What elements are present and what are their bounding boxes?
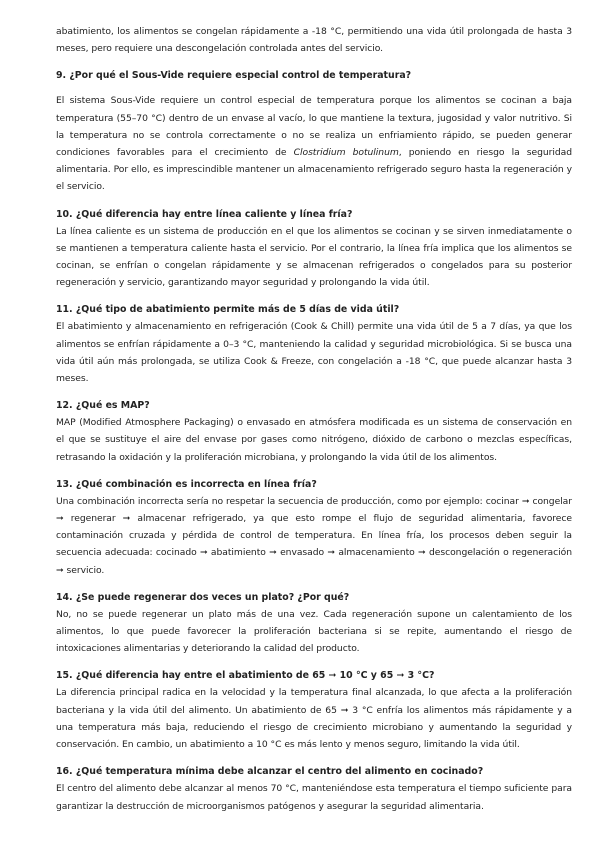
- question-14-title: 14. ¿Se puede regenerar dos veces un plato? ¿Por qué?: [56, 591, 350, 603]
- question-12-body: MAP (Modified Atmosphere Packaging) o envasado en atmósfera modificada es un sistema de conservación en el que se sustituye el aire del envase por gases como nitrógeno, dióxido de carbono o mezclas específicas, retrasando la oxidación y la proliferación microbiana, y prolongando la vida útil de los alimentos.: [56, 417, 572, 463]
- question-9-body-end: , poniendo en riesgo la seguridad alimentaria. Por ello, es imprescindible mantener un almacenamiento refrigerado seguro hasta la regeneración y el servicio.: [56, 147, 572, 193]
- question-11: [56, 301, 572, 387]
- question-16: [56, 763, 572, 814]
- question-15-title: 15. ¿Qué diferencia hay entre el abatimiento de 65 ➞ 10 °C y 65 ➞ 3 °C?: [56, 670, 435, 682]
- question-15-body: La diferencia principal radica en la velocidad y la temperatura final alcanzada, lo que afecta a la proliferación bacteriana y la vida útil del alimento. Un abatimiento de 65 ➞ 3 °C enfría los alimentos más rápidamente y a una temperatura más baja, reduciendo el riesgo de crecimiento microbiano y aumentando la seguridad y conservación. En cambio, un abatimiento a 10 °C es más lento y menos seguro, limitando la vida útil.: [56, 687, 572, 751]
- question-14: [56, 589, 572, 658]
- question-9-title: 9. ¿Por qué el Sous-Vide requiere especial control de temperatura?: [56, 70, 412, 82]
- question-13: [56, 476, 572, 579]
- question-9-body: [56, 92, 572, 195]
- question-9: [56, 67, 572, 195]
- question-13-title: 13. ¿Qué combinación es incorrecta en línea fría?: [56, 478, 317, 490]
- question-10: [56, 206, 572, 292]
- question-16-title: 16. ¿Qué temperatura mínima debe alcanzar el centro del alimento en cocinado?: [56, 766, 484, 778]
- question-9-body-start: El sistema Sous-Vide requiere un control especial de temperatura porque los alimentos se cocinan a baja temperatura (55–70 °C) dentro de un envase al vacío, lo que mantiene la textura, jugosidad y valor nutritivo. Si la temperatura no se controla correctamente o no se realiza un enfriamiento rápido, se pueden generar condiciones favorables para el crecimiento de: [56, 95, 572, 159]
- question-14-body: No, no se puede regenerar un plato más de una vez. Cada regeneración supone un calentamiento de los alimentos, lo que puede favorecer la proliferación bacteriana si se repite, aumentando el riesgo de intoxicaciones alimentarias y deteriorando la calidad del producto.: [56, 608, 572, 655]
- question-13-body: Una combinación incorrecta sería no respetar la secuencia de producción, como por ejemplo: cocinar ➞ congelar ➞ regenerar ➞ almacenar refrigerado, ya que esto rompe el flujo de seguridad alimentaria, favorece contaminación cruzada y pérdida de control de temperatura. En línea fría, los procesos deben seguir la secuencia adecuada: cocinado ➞ abatimiento ➞ envasado ➞ almacenamiento ➞ descongelación o regeneración ➞ servicio.: [56, 495, 572, 576]
- question-12-title: 12. ¿Qué es MAP?: [56, 400, 150, 412]
- question-16-body: El centro del alimento debe alcanzar al menos 70 °C, manteniéndose esta temperatura el tiempo suficiente para garantizar la destrucción de microorganismos patógenos y asegurar la seguridad alimentaria.: [56, 783, 572, 812]
- question-12: [56, 397, 572, 466]
- question-10-title: 10. ¿Qué diferencia hay entre línea caliente y línea fría?: [56, 208, 353, 220]
- question-11-title: 11. ¿Qué tipo de abatimiento permite más de 5 días de vida útil?: [56, 304, 400, 316]
- question-15: [56, 667, 572, 753]
- question-10-body: La línea caliente es un sistema de producción en el que los alimentos se cocinan y se sirven inmediatamente o se mantienen a temperatura caliente hasta el servicio. Por el contrario, la línea fría implica que los alimentos se cocinan, se enfrían o congelan rápidamente y se almacenan refrigerados o congelados para su posterior regeneración y servicio, garantizando mayor seguridad y prolongando la vida útil.: [56, 225, 572, 289]
- question-11-body: El abatimiento y almacenamiento en refrigeración (Cook & Chill) permite una vida útil de 5 a 7 días, ya que los alimentos se enfrían rápidamente a 0–3 °C, manteniendo la calidad y seguridad microbiológica. Si se busca una vida útil aún más prolongada, se utiliza Cook & Freeze, con congelación a -18 °C, que puede alcanzar hasta 3 meses.: [56, 321, 572, 385]
- intro-paragraph: abatimiento, los alimentos se congelan rápidamente a -18 °C, permitiendo una vida útil prolongada de hasta 3 meses, pero requiere una descongelación controlada antes del servicio.: [56, 26, 572, 55]
- question-9-body-italic: Clostridium botulinum: [293, 147, 399, 159]
